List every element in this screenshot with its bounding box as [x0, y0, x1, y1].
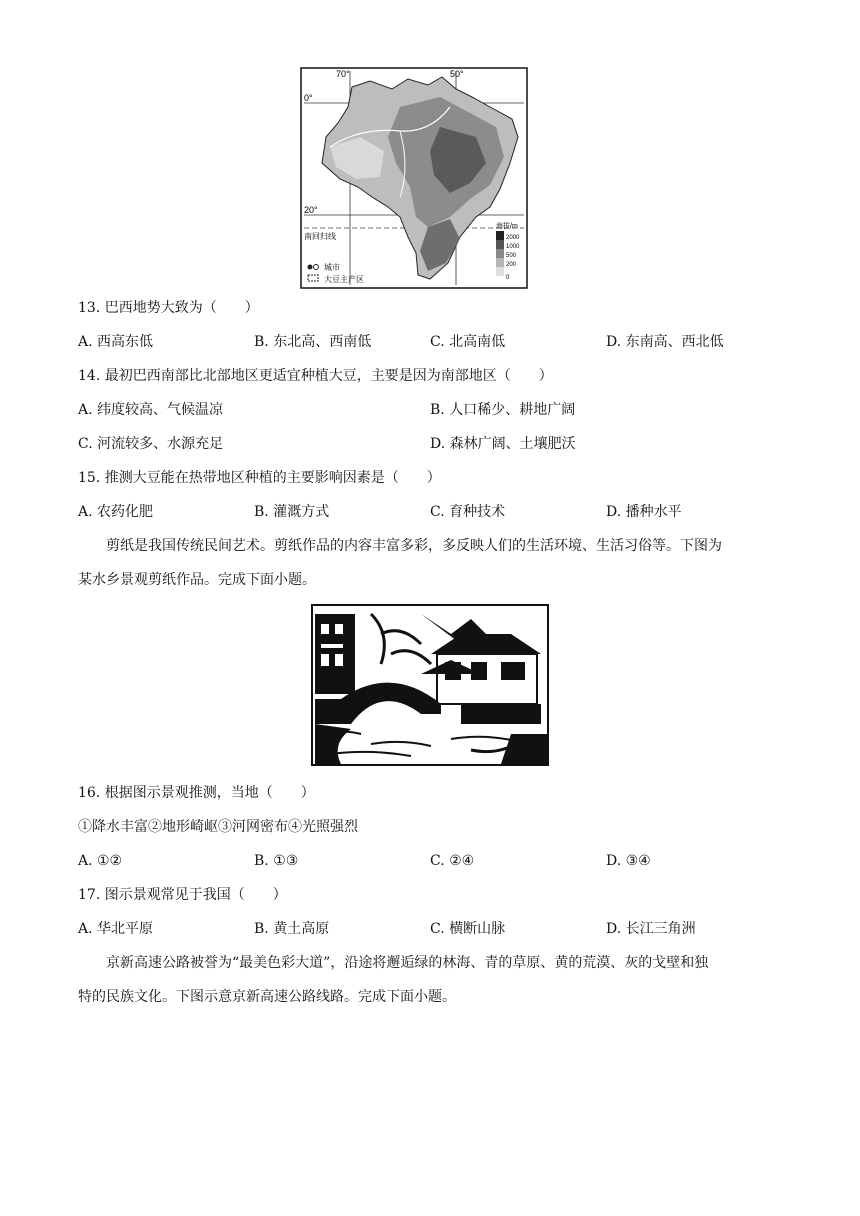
q15-option-c: C. 育种技术	[430, 504, 506, 520]
legend-value: 200	[506, 262, 517, 268]
lon-label-70: 70°	[336, 69, 350, 79]
q15-option-a: A. 农药化肥	[78, 504, 154, 520]
q17-stem: 17. 图示景观常见于我国（ ）	[78, 887, 287, 903]
papercut-image	[311, 604, 549, 766]
q15-stem: 15. 推测大豆能在热带地区种植的主要影响因素是（ ）	[78, 470, 441, 486]
legend-value: 500	[506, 253, 517, 259]
q16-statements: ①降水丰富②地形崎岖③河网密布④光照强烈	[78, 819, 358, 835]
q15-option-d: D. 播种水平	[606, 504, 682, 520]
q16-option-d: D. ③④	[606, 853, 651, 869]
q14-option-c: C. 河流较多、水源充足	[78, 436, 224, 452]
q17-option-b: B. 黄土高原	[254, 921, 330, 937]
q14-option-b: B. 人口稀少、耕地广阔	[430, 402, 576, 418]
q16-option-a: A. ①②	[78, 853, 123, 869]
legend-value: 2000	[506, 235, 520, 241]
q16-option-c: C. ②④	[430, 853, 475, 869]
q14-option-d: D. 森林广阔、土壤肥沃	[430, 436, 576, 452]
q14-option-a: A. 纬度较高、气候温凉	[78, 402, 224, 418]
lat-label-0: 0°	[304, 93, 313, 103]
q17-option-d: D. 长江三角洲	[606, 921, 696, 937]
passage-papercut-line1: 剪纸是我国传统民间艺术。剪纸作品的内容丰富多彩，多反映人们的生活环境、生活习俗等。下图为	[106, 538, 722, 554]
passage-highway-line2: 特的民族文化。下图示意京新高速公路线路。完成下面小题。	[78, 989, 456, 1005]
passage-highway-line1: 京新高速公路被誉为“最美色彩大道”，沿途将邂逅绿的林海、青的草原、黄的荒漠、灰的戈壁和独	[106, 955, 709, 971]
q13-option-d: D. 东南高、西北低	[606, 334, 724, 350]
legend-soybean: 大豆主产区	[324, 275, 364, 284]
lon-label-50: 50°	[450, 69, 464, 79]
legend-city: 城市	[324, 263, 340, 272]
q13-option-a: A. 西高东低	[78, 334, 154, 350]
q15-option-b: B. 灌溉方式	[254, 504, 330, 520]
lat-label-20: 20°	[304, 205, 318, 215]
q16-stem: 16. 根据图示景观推测，当地（ ）	[78, 785, 315, 801]
legend-title: 海拔/m	[496, 223, 518, 230]
q17-option-c: C. 横断山脉	[430, 921, 506, 937]
brazil-map-figure	[300, 67, 528, 289]
q13-option-c: C. 北高南低	[430, 334, 506, 350]
q16-option-b: B. ①③	[254, 853, 299, 869]
q13-option-b: B. 东北高、西南低	[254, 334, 372, 350]
q14-stem: 14. 最初巴西南部比北部地区更适宜种植大豆，主要是因为南部地区（ ）	[78, 368, 553, 384]
q17-option-a: A. 华北平原	[78, 921, 154, 937]
q13-stem: 13. 巴西地势大致为（ ）	[78, 300, 259, 316]
legend-value: 0	[506, 275, 510, 281]
passage-papercut-line2: 某水乡景观剪纸作品。完成下面小题。	[78, 572, 316, 588]
tropic-label: 南回归线	[304, 232, 336, 241]
legend-value: 1000	[506, 244, 520, 250]
